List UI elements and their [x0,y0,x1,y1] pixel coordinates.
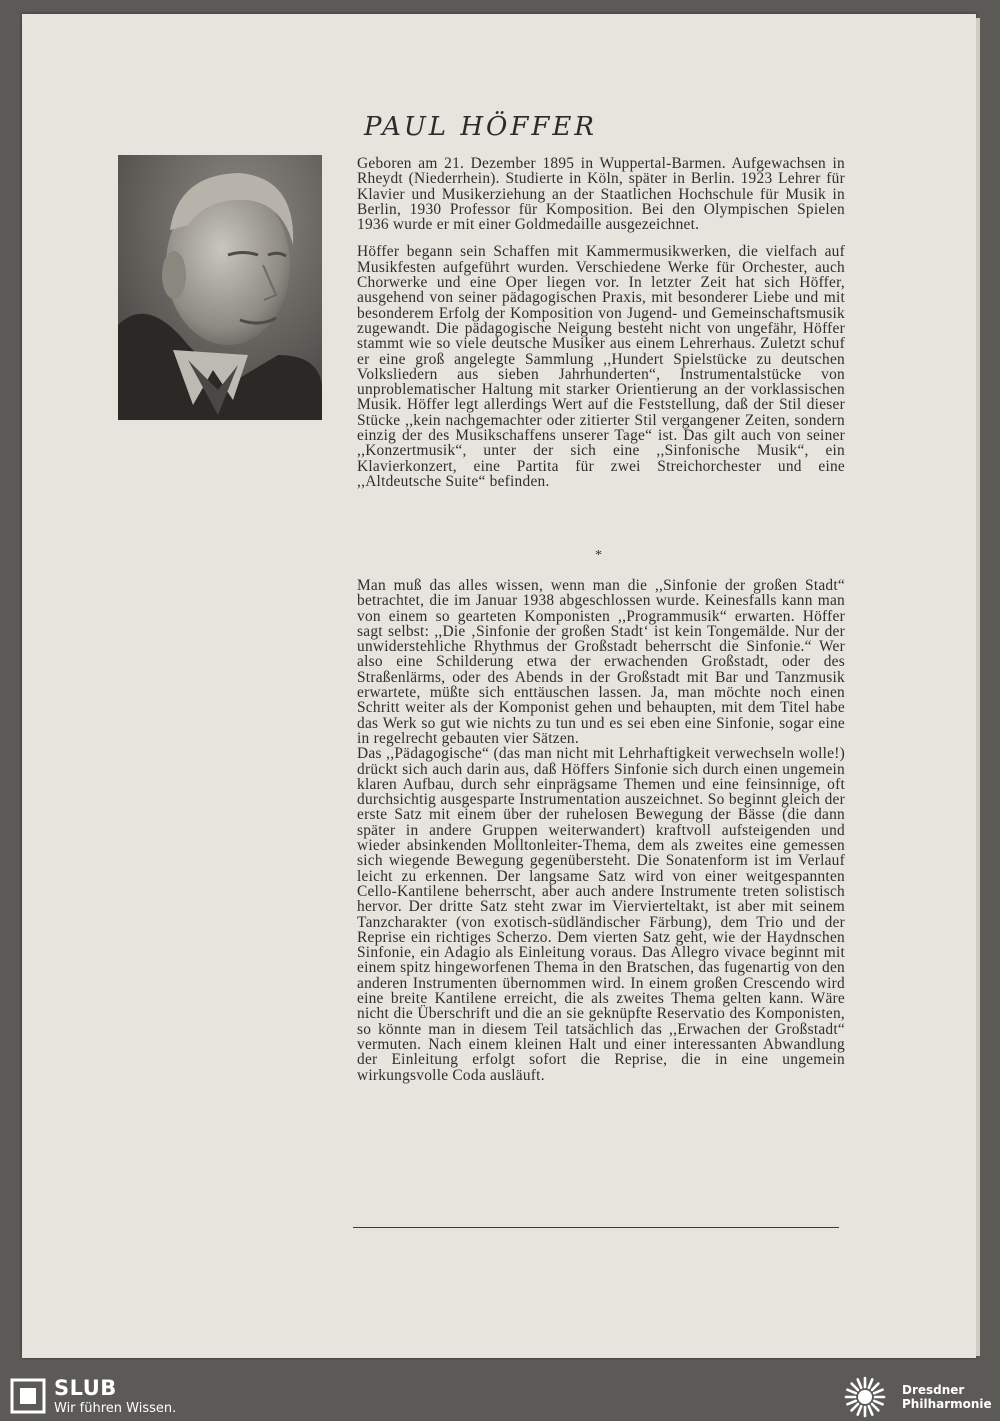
dp-name-line1: Dresdner [902,1383,965,1397]
dp-name-line2: Philharmonie [902,1397,992,1411]
portrait-photo [118,155,322,420]
symphony-paragraph: Das ,,Pädagogische“ (das man nicht mit Lehrhaftigkeit verwechseln wolle!) drückt sich auch darin aus, daß Höffers Sinfonie sich durch einen ungemein klaren Aufbau, durch sehr einprägsame Themen und eine feinsinnige, oft durchsichtig ausgesparte Instrumentation auszeichnet. So beginnt gleich der erste Satz mit einem über der ruhelosen Bewegung der Bässe (die dann später in andere Gruppen weiterwandert) kraftvoll aufsteigenden und wieder absinkenden Molltonleiter-Thema, dem als zweites eine gemessen sich wiegende Bewegung gegenübersteht. Die Sonatenform ist im Verlauf leicht zu erkennen. Der langsame Satz wird von einer weitgespannten Cello-Kantilene beherrscht, aber auch andere Instrumente treten solistisch hervor. Der dritte Satz steht zwar im Viervierteltakt, ist aber mit seinem Tanzcharakter (von exotisch-südländischer Färbung), dem Trio und der Reprise ein richtiges Scherzo. Dem vierten Satz geht, wie der Haydnschen Sinfonie, ein Adagio als Einleitung voraus. Das Allegro vivace beginnt mit einem spitz hingeworfenen Thema in den Bratschen, das fugenartig von den anderen Instrumenten übernommen wird. In einem großen Crescendo wird eine breite Kantilene erreicht, die als zweites Thema gelten kann. Wäre nicht die Überschrift und die an sie geknüpfte Reservatio des Komponisten, so könnte man in diesem Teil tatsächlich das ,,Erwachen der Großstadt“ vermuten. Nach einem kleinen Halt und einer interessanten Abwandlung der Einleitung erfolgt sofort die Reprise, die in eine ungemein wirkungsvolle Coda ausläuft. [357,745,845,1084]
dresdner-philharmonie-logo-icon[interactable] [842,1374,888,1420]
section-separator: * [595,548,602,563]
slub-name[interactable]: SLUB [54,1376,117,1400]
horizontal-rule [353,1227,839,1228]
portrait-icon [118,155,322,420]
dresdner-philharmonie-name[interactable] [902,1383,992,1411]
biography-text [357,156,845,501]
slub-logo-icon[interactable] [10,1378,46,1414]
footer-bar [0,1372,1000,1421]
slub-slogan: Wir führen Wissen. [54,1401,177,1416]
biography-paragraph: Geboren am 21. Dezember 1895 in Wuppertal-Barmen. Aufgewachsen in Rheydt (Niederrhein). Studierte in Köln, später in Berlin. 1923 Lehrer für Klavier und Musikerziehung an der Staatlichen Hochschule für Musik in Berlin, 1930 Professor für Komposition. Bei den Olympischen Spielen 1936 wurde er mit einer Goldmedaille ausgezeichnet. [357,155,845,234]
symphony-text [357,578,845,1083]
symphony-paragraph: Man muß das alles wissen, wenn man die ,,Sinfonie der großen Stadt“ betrachtet, die im Januar 1938 abgeschlossen wurde. Keinesfalls kann man von einem so gearteten Komponisten ,,Programmusik“ erwarten. Höffer sagt selbst: ,,Die ‚Sinfonie der großen Stadt‘ ist kein Tongemälde. Nur der unwiderstehliche Rhythmus der Großstadt beherrscht die Sinfonie.“ Wer also eine Schilderung etwa der erwachenden Großstadt, oder des Straßenlärms, oder des Abends in der Großstadt mit Bar und Tanzmusik erwartete, müßte sich enttäuschen lassen. Ja, man möchte noch einen Schritt weiter als der Komponist gehen und behaupten, mit dem Titel habe das Werk so gut wie nichts zu tun und es sei eben eine Sinfonie, sogar eine in regelrecht gebauten vier Sätzen. [357,577,845,747]
biography-paragraph: Höffer begann sein Schaffen mit Kammermusikwerken, die vielfach auf Musikfesten aufgeführt wurden. Verschiedene Werke für Orchester, auch Chorwerke und eine Oper liegen vor. In letzter Zeit hat sich Höffer, ausgehend von seiner pädagogischen Praxis, mit besonderer Liebe und mit besonderem Erfolg der Komposition von Jugend- und Gemeinschaftsmusik zugewandt. Die pädagogische Neigung besteht nicht von ungefähr, Höffer stammt wie so viele deutsche Musiker aus einem Lehrerhaus. Zuletzt schuf er eine groß angelegte Sammlung ,,Hundert Spielstücke zu deutschen Volksliedern aus sieben Jahrhunderten“, Instrumentalstücke von unproblematischer Haltung mit starker Orientierung an der vorklassischen Musik. Höffer legt allerdings Wert auf die Feststellung, daß der Stil dieser Stücke ,,kein nachgemachter oder zitierter Stil vergangener Zeiten, sondern einzig der des Musikschaffens unserer Tage“ ist. Das gilt auch von seiner ,,Konzertmusik“, unter der sich eine ,,Sinfonische Musik“, ein Klavierkonzert, eine Partita für zwei Streichorchester und eine ,,Altdeutsche Suite“ befinden. [357,243,845,490]
page-edge [976,18,980,1356]
page-title: PAUL HÖFFER [364,112,597,142]
